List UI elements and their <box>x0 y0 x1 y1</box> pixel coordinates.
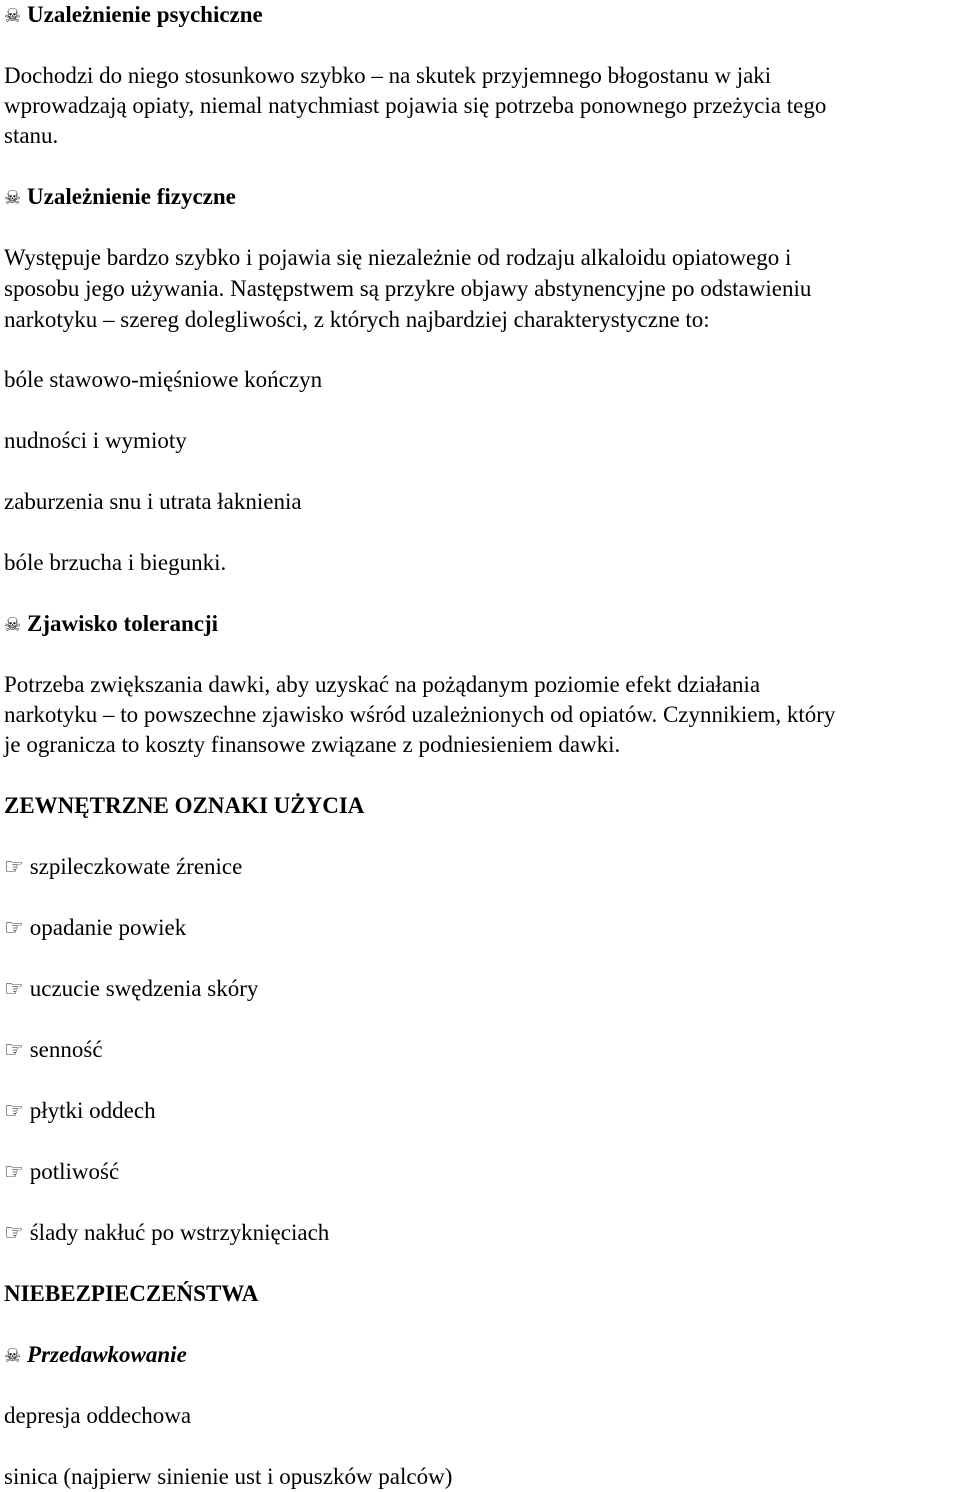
paragraph-line: narkotyku – to powszechne zjawisko wśród uzależnionych od opiatów. Czynnikiem, który <box>4 702 836 727</box>
heading-zewnetrzne-oznaki: ZEWNĘTRZNE OZNAKI UŻYCIA <box>4 793 365 818</box>
list-item-text: potliwość <box>29 1159 120 1184</box>
paragraph-line: je ogranicza to koszty finansowe związane z podniesieniem dawki. <box>4 732 621 757</box>
paragraph-line: Występuje bardzo szybko i pojawia się niezależnie od rodzaju alkaloidu opiatowego i <box>4 245 792 270</box>
paragraph-line: sinica (najpierw sinienie ust i opuszków palców) <box>4 1464 453 1489</box>
subheading-przedawkowanie <box>4 1340 187 1371</box>
symptom-item: bóle stawowo-mięśniowe kończyn <box>4 367 323 392</box>
heading-zjawisko-tolerancji <box>4 609 218 640</box>
list-item-text: opadanie powiek <box>29 915 187 940</box>
pointing-hand-icon: ☞ <box>4 1099 24 1124</box>
heading-text: Uzależnienie fizyczne <box>27 184 236 209</box>
pointing-hand-icon: ☞ <box>4 977 24 1002</box>
heading-niebezpieczenstwa: NIEBEZPIECZEŃSTWA <box>4 1281 259 1306</box>
skull-icon: ☠ <box>4 5 22 27</box>
list-item-text: szpileczkowate źrenice <box>29 854 243 879</box>
paragraph-line: Potrzeba zwiększania dawki, aby uzyskać na pożądanym poziomie efekt działania <box>4 672 761 697</box>
skull-icon: ☠ <box>4 614 22 636</box>
list-item <box>4 1218 329 1249</box>
heading-text: Zjawisko tolerancji <box>27 611 219 636</box>
list-item <box>4 1157 119 1188</box>
pointing-hand-icon: ☞ <box>4 855 24 880</box>
pointing-hand-icon: ☞ <box>4 1160 24 1185</box>
symptom-item: nudności i wymioty <box>4 428 187 453</box>
heading-uzaleznienie-fizyczne <box>4 182 236 213</box>
paragraph-line: Dochodzi do niego stosunkowo szybko – na skutek przyjemnego błogostanu w jaki <box>4 63 772 88</box>
pointing-hand-icon: ☞ <box>4 1038 24 1063</box>
list-item <box>4 1035 103 1066</box>
list-item <box>4 852 242 883</box>
paragraph-line: narkotyku – szereg dolegliwości, z których najbardziej charakterystyczne to: <box>4 307 710 332</box>
skull-icon: ☠ <box>4 1345 22 1367</box>
paragraph-line: stanu. <box>4 123 59 148</box>
symptom-item: bóle brzucha i biegunki. <box>4 550 227 575</box>
heading-text: Uzależnienie psychiczne <box>27 2 263 27</box>
list-item <box>4 974 258 1005</box>
pointing-hand-icon: ☞ <box>4 916 24 941</box>
paragraph-line: wprowadzają opiaty, niemal natychmiast pojawia się potrzeba ponownego przeżycia tego <box>4 93 827 118</box>
subheading-text: Przedawkowanie <box>27 1342 187 1367</box>
skull-icon: ☠ <box>4 187 22 209</box>
list-item-text: uczucie swędzenia skóry <box>29 976 259 1001</box>
list-item-text: senność <box>29 1037 103 1062</box>
list-item <box>4 1096 156 1127</box>
paragraph-line: sposobu jego używania. Następstwem są przykre objawy abstynencyjne po odstawieniu <box>4 276 812 301</box>
paragraph-line: depresja oddechowa <box>4 1403 192 1428</box>
list-item-text: płytki oddech <box>29 1098 156 1123</box>
symptom-item: zaburzenia snu i utrata łaknienia <box>4 489 302 514</box>
pointing-hand-icon: ☞ <box>4 1221 24 1246</box>
list-item-text: ślady nakłuć po wstrzyknięciach <box>29 1220 330 1245</box>
list-item <box>4 913 186 944</box>
heading-uzaleznienie-psychiczne <box>4 0 263 31</box>
